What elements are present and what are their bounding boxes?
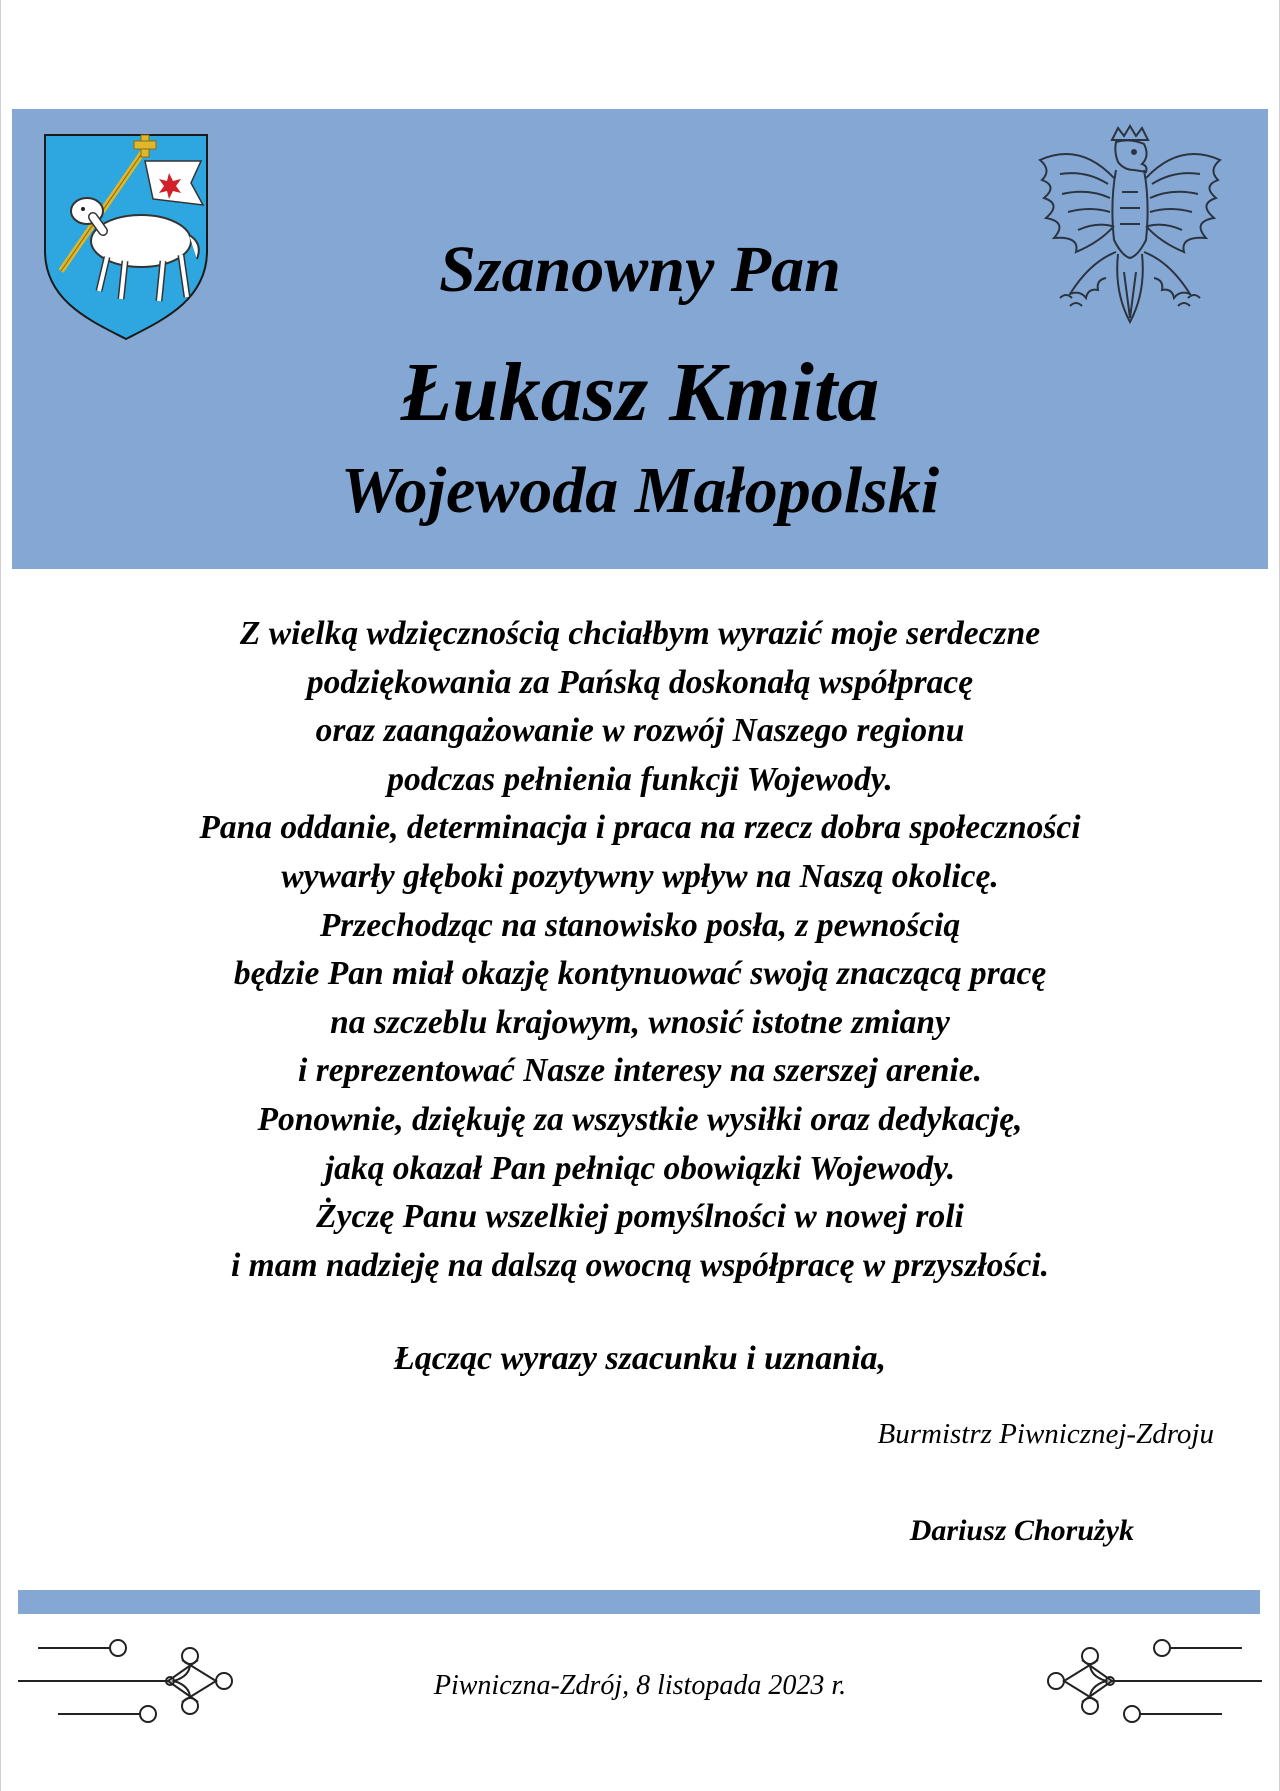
letter-line: jaką okazał Pan pełniąc obowiązki Wojewody. bbox=[324, 1149, 956, 1187]
letter-line: i mam nadzieję na dalszą owocną współpracę w przyszłości. bbox=[230, 1246, 1050, 1284]
letter-line: na szczeblu krajowym, wnosić istotne zmiany bbox=[330, 1003, 950, 1041]
letter-line: Przechodząc na stanowisko posła, z pewnością bbox=[319, 906, 961, 944]
signatory-name: Dariusz Chorużyk bbox=[909, 1514, 1134, 1547]
signatory-office: Burmistrz Piwnicznej-Zdroju bbox=[877, 1418, 1214, 1450]
letter-line: będzie Pan miał okazję kontynuować swoją znaczącą pracę bbox=[233, 955, 1047, 993]
letter-line: i reprezentować Nasze interesy na szerszej arenie. bbox=[298, 1052, 982, 1090]
salutation: Szanowny Pan bbox=[439, 233, 841, 306]
letter-line: Pana oddanie, determinacja i praca na rzecz dobra społeczności bbox=[199, 809, 1081, 847]
recipient-title: Wojewoda Małopolski bbox=[340, 454, 940, 527]
letter-line: Życzę Panu wszelkiej pomyślności w nowej roli bbox=[316, 1198, 964, 1236]
closing-phrase: Łącząc wyrazy szacunku i uznania, bbox=[393, 1340, 887, 1377]
letter-body bbox=[60, 610, 1220, 1290]
place-date: Piwniczna-Zdrój, 8 listopada 2023 r. bbox=[433, 1670, 847, 1701]
letter-line: Ponownie, dziękuję za wszystkie wysiłki oraz dedykację, bbox=[257, 1100, 1023, 1138]
letter-line: podczas pełnienia funkcji Wojewody. bbox=[387, 760, 893, 798]
letter-line: podziękowania za Pańską doskonałą współpracę bbox=[306, 663, 974, 701]
recipient-name: Łukasz Kmita bbox=[400, 346, 880, 439]
letter-line: oraz zaangażowanie w rozwój Naszego regionu bbox=[315, 712, 965, 750]
footer-band bbox=[18, 1590, 1260, 1614]
letter-line: wywarły głęboki pozytywny wpływ na Naszą okolicę. bbox=[281, 857, 999, 895]
letter-line: Z wielką wdzięcznością chciałbym wyrazić moje serdeczne bbox=[239, 615, 1041, 652]
